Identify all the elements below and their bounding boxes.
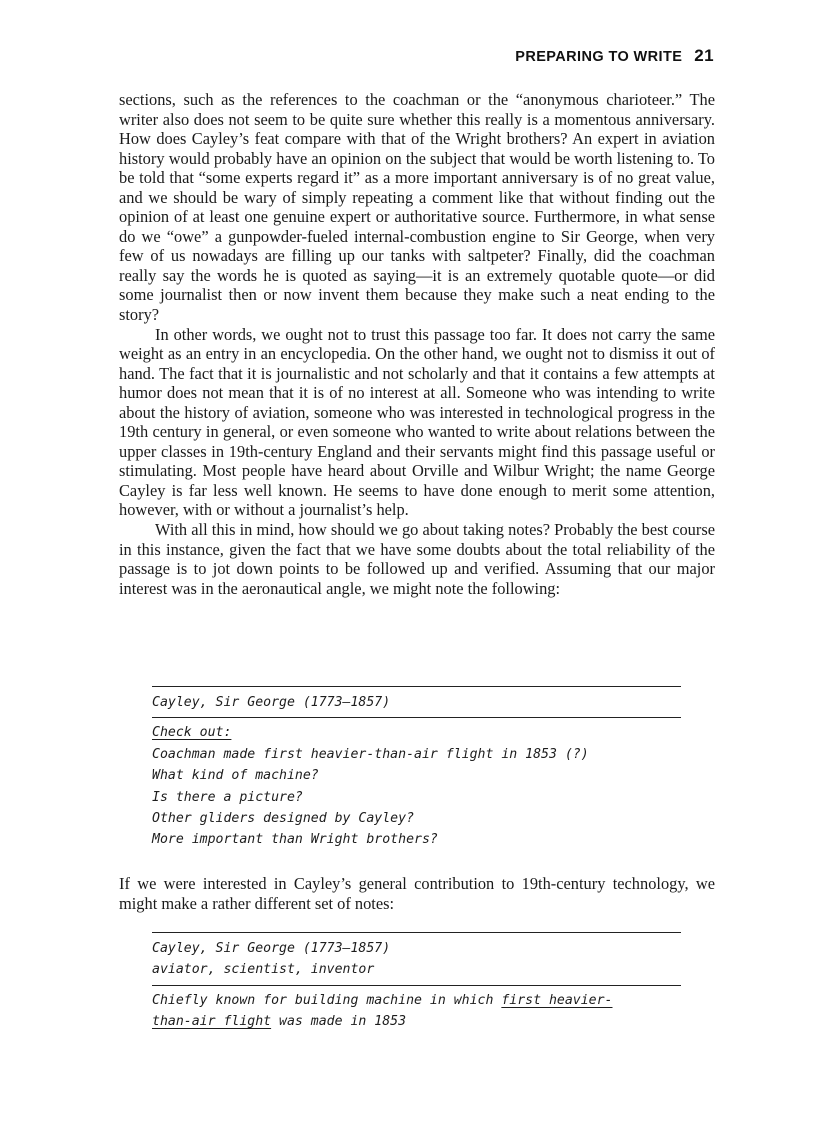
between-paragraph-block	[119, 874, 715, 913]
check-out-label: Check out:	[152, 725, 232, 741]
notes-heading: Cayley, Sir George (1773–1857)	[152, 695, 391, 710]
note-text: was made in 1853	[271, 1014, 407, 1030]
note-item: Is there a picture?	[152, 789, 303, 805]
paragraph: In other words, we ought not to trust this passage too far. It does not carry the same weight as an entry in an encyclopedia. On the other hand, we ought not to dismiss it out of hand. The fact that it is journalistic and not scholarly and that it contains a few attempts at humor does not mean that it is of no interest at all. Someone who was intending to write about the history of aviation, someone who was interested in technological progress in the 19th century in general, or even someone who wanted to write about relations between the upper classes in 19th-century England and their servants might find this passage useful or stimulating. Most people have heard about Orville and Wilbur Wright; the name George Cayley is far less well known. He seems to have done enough to merit some attention, however, with or without a journalist’s help.	[119, 324, 715, 520]
note-text: Chiefly known for building machine in which	[152, 992, 502, 1008]
paragraph: sections, such as the references to the coachman or the “anonymous charioteer.” The writer also does not seem to be quite sure whether this really is a momentous anniversary. How does Cayley’s feat compare with that of the Wright brothers? An expert in aviation history would probably have an opinion on the subject that would be worth listening to. To be told that “some experts regard it” as a more important anniversary is of no great value, and we should be wary of simply repeating a comment like that without finding out the opinion of at least one genuine expert or authoritative source. Furthermore, in what sense do we “owe” a gunpowder-fueled internal-combustion engine to Sir George, when very few of us nowadays are filling up our tanks with saltpeter? Finally, did the coachman really say the words he is quoted as saying—it is an extremely quotable quote—or did some journalist then or now invent them because they make such a neat ending to the story?	[119, 90, 715, 325]
note-emphasis: than-air flight	[152, 1014, 272, 1030]
note-emphasis: first heavier-	[501, 992, 613, 1008]
notes-heading: Cayley, Sir George (1773–1857)	[152, 941, 391, 956]
paragraph: With all this in mind, how should we go about taking notes? Probably the best course in this instance, given the fact that we have some doubts about the total reliability of the passage is to jot down points to be followed up and verified. Assuming that our major interest was in the aeronautical angle, we might note the following:	[119, 520, 715, 598]
note-item: Coachman made first heavier-than-air flight in 1853 (?)	[152, 746, 589, 762]
header-title: PREPARING TO WRITE	[515, 49, 683, 65]
note-line	[152, 990, 681, 1011]
notes-box-aeronautical	[152, 686, 681, 851]
note-item: More important than Wright brothers?	[152, 832, 438, 848]
note-item: What kind of machine?	[152, 768, 319, 784]
page-number: 21	[694, 46, 714, 65]
note-item: Other gliders designed by Cayley?	[152, 811, 415, 827]
note-line	[152, 1011, 681, 1032]
paragraph: If we were interested in Cayley’s general contribution to 19th-century technology, we might make a rather different set of notes:	[119, 874, 715, 913]
notes-box-general	[152, 932, 681, 1033]
body-text	[119, 90, 715, 598]
notes-subheading: aviator, scientist, inventor	[152, 962, 375, 978]
running-header	[515, 46, 714, 66]
